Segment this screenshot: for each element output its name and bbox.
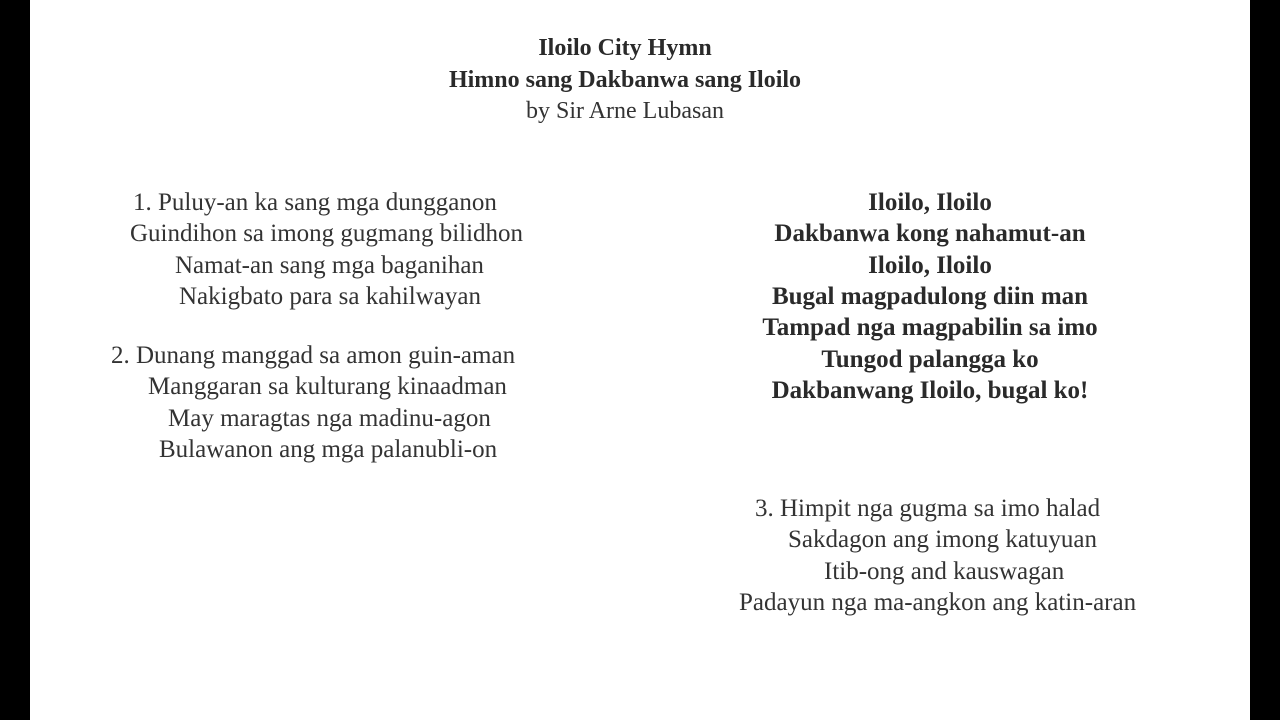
chorus-line: Tampad nga magpabilin sa imo (762, 314, 1098, 341)
chorus-line: Iloilo, Iloilo (868, 189, 992, 216)
chorus-line: Iloilo, Iloilo (868, 252, 992, 279)
verse3-line: 3. Himpit nga gugma sa imo halad (755, 495, 1101, 522)
verse1-line: Nakigbato para sa kahilwayan (179, 283, 481, 310)
verse2-line: Manggaran sa kulturang kinaadman (148, 373, 507, 400)
chorus-line: Tungod palangga ko (821, 346, 1039, 373)
verse2-line: 2. Dunang manggad sa amon guin-aman (111, 342, 516, 369)
document-page (30, 0, 1250, 720)
verse3-line: Sakdagon ang imong katuyuan (788, 526, 1097, 553)
hymn-subtitle: Himno sang Dakbanwa sang Iloilo (448, 67, 802, 93)
verse2-line: Bulawanon ang mga palanubli-on (159, 436, 498, 463)
verse3-line: Itib-ong and kauswagan (824, 558, 1065, 585)
verse1-line: Namat-an sang mga baganihan (175, 252, 484, 279)
hymn-title: Iloilo City Hymn (538, 35, 712, 61)
hymn-author: by Sir Arne Lubasan (526, 98, 724, 124)
verse1-line: 1. Puluy-an ka sang mga dungganon (133, 189, 497, 216)
chorus-line: Bugal magpadulong diin man (771, 283, 1089, 310)
verse2-line: May maragtas nga madinu-agon (168, 405, 491, 432)
chorus-line: Dakbanwang Iloilo, bugal ko! (771, 377, 1089, 404)
chorus-line: Dakbanwa kong nahamut-an (774, 220, 1086, 247)
verse3-line: Padayun nga ma-angkon ang katin-aran (739, 589, 1137, 616)
verse1-line: Guindihon sa imong gugmang bilidhon (130, 220, 524, 247)
